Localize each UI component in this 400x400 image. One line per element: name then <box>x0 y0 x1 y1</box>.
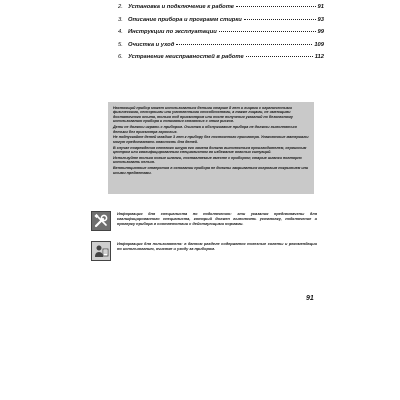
warning-paragraph: Настоящий прибор может использоваться детьми старше 8 лет и лицами с ограниченными физическими, сенсорными или умственными способностями, а также лицами, не имеющими достаточного опыта, только под присмотром или после получения указаний по безопасному использованию прибора и понимания связанных с этим рисков. <box>113 106 293 124</box>
toc-item-page: 99 <box>317 29 324 35</box>
toc-leader-dots <box>219 31 316 32</box>
toc-item-title: Установка и подключение к работе <box>128 4 235 10</box>
toc-item[interactable] <box>118 4 324 17</box>
page-number: 91 <box>306 295 314 302</box>
warning-paragraph: Используйте только новые шланги, поставляемые вместе с прибором; старые шланги повторно использовать нельзя. <box>113 156 302 165</box>
toc-item-number: 4. <box>118 29 123 35</box>
toc-item-page: 109 <box>314 41 324 48</box>
toc-item-title: Очистка и уход <box>128 41 175 48</box>
user-note-text: Информация для пользователя: в данном разделе содержатся полезные советы и рекомендации по использованию, очистке и уходу за прибором. <box>117 241 317 251</box>
warning-paragraph: Вентиляционные отверстия в основании прибора не должны закрываться ковровым покрытием или иными предметами. <box>113 166 309 175</box>
toc-item[interactable] <box>118 29 324 42</box>
toc-item-number: 2. <box>118 4 123 10</box>
toc-leader-dots <box>236 6 316 7</box>
safety-warning-box <box>108 102 314 194</box>
toc-leader-dots <box>244 19 316 20</box>
toc-leader-dots <box>246 56 313 57</box>
toc-leader-dots <box>176 44 312 45</box>
toc-item-title: Устранение неисправностей в работе <box>128 54 244 60</box>
wrench-screwdriver-icon <box>91 211 111 231</box>
table-of-contents <box>118 4 324 67</box>
warning-paragraph: В случае повреждения сетевого шнура его замена должна выполняться производителем, сервисным центром или квалифицированным специалистом во избежание опасных ситуаций. <box>113 145 307 155</box>
toc-item-title: Описание прибора и программ стирки <box>128 16 242 23</box>
user-manual-icon <box>91 241 111 261</box>
toc-item[interactable] <box>118 42 324 55</box>
toc-item-page: 112 <box>314 54 324 60</box>
toc-item-number: 6. <box>118 54 123 60</box>
toc-item-title: Инструкции по эксплуатации <box>128 29 217 35</box>
installer-note-text: Информация для специалиста по подключению: эти указания предназначены для квалифицированного специалиста, который должен выполнять установку, подключение и проверку прибора в соответствии с действующими нормами. <box>117 211 317 226</box>
toc-item-number: 3. <box>118 16 123 23</box>
toc-item[interactable] <box>118 54 324 67</box>
toc-item-page: 93 <box>317 16 324 23</box>
installer-note <box>91 211 317 231</box>
toc-item-page: 91 <box>317 4 324 10</box>
toc-item[interactable] <box>118 17 324 30</box>
warning-paragraph: Не подпускайте детей младше 3 лет к прибору без постоянного присмотра. Упаковочные материалы могут представлять опасность для детей. <box>113 135 309 144</box>
user-note <box>91 241 317 261</box>
warning-paragraph: Дети не должны играть с прибором. Очистка и обслуживание прибора не должны выполняться детьми без присмотра взрослых. <box>113 125 297 134</box>
toc-item-number: 5. <box>118 41 123 48</box>
